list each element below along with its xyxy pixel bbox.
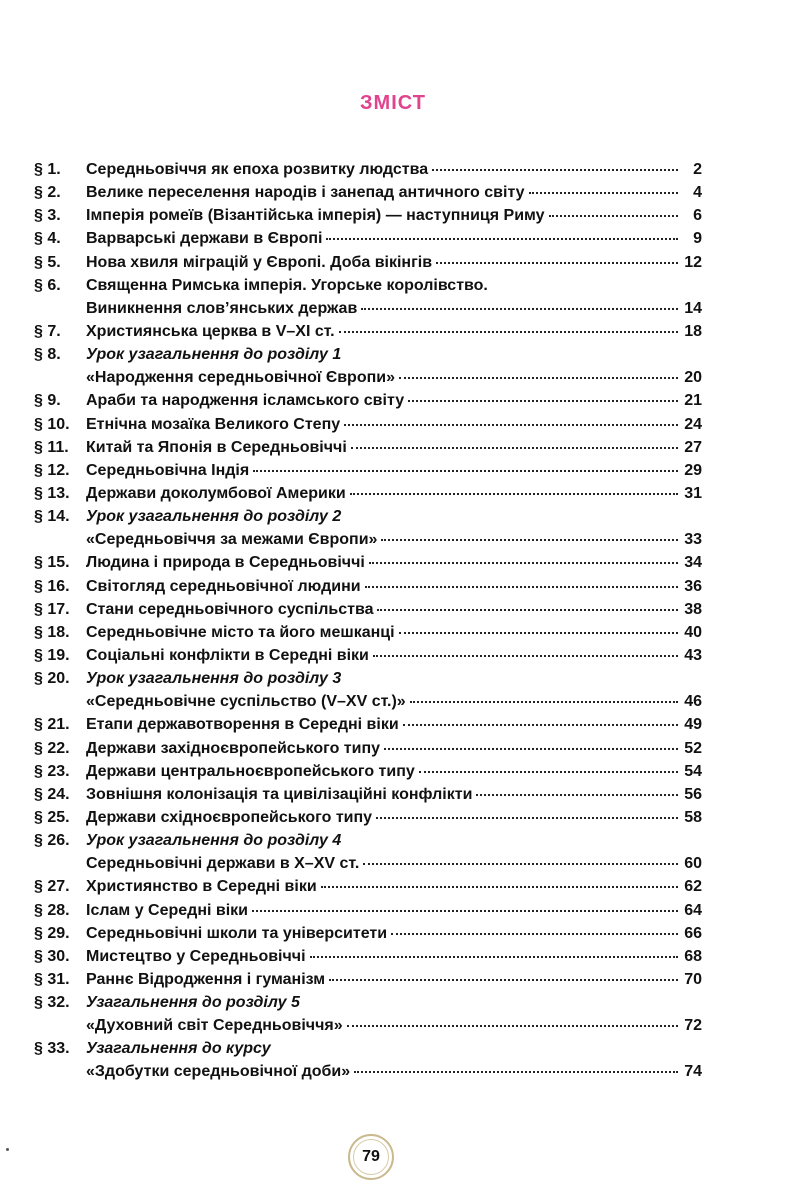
section-page: 18	[684, 322, 702, 340]
section-title: Стани середньовічного суспільства	[86, 600, 374, 618]
toc-row	[34, 158, 702, 181]
toc-row	[34, 806, 702, 829]
section-page: 43	[684, 646, 702, 664]
dot-leader	[350, 493, 678, 495]
section-page: 21	[684, 392, 702, 410]
toc-row	[34, 482, 702, 505]
toc-row	[34, 1060, 702, 1083]
section-page: 6	[693, 207, 702, 225]
toc-line	[86, 1037, 702, 1060]
section-title: Урок узагальнення до розділу 1	[86, 346, 342, 364]
section-number: § 32.	[34, 994, 70, 1012]
toc-line	[86, 505, 702, 528]
section-page: 49	[684, 716, 702, 734]
section-title: Етапи державотворення в Середні віки	[86, 716, 399, 734]
section-page: 14	[684, 299, 702, 317]
toc-row	[34, 760, 702, 783]
section-number: § 20.	[34, 670, 70, 688]
toc-line	[86, 551, 702, 574]
section-number: § 19.	[34, 646, 70, 664]
toc-line	[86, 968, 702, 991]
section-title: Урок узагальнення до розділу 4	[86, 832, 342, 850]
dot-leader	[252, 910, 678, 912]
dot-leader	[549, 215, 678, 217]
dot-leader	[351, 447, 678, 449]
section-page: 12	[684, 253, 702, 271]
section-title: Середньовіччя як епоха розвитку людства	[86, 161, 429, 178]
section-page: 70	[684, 970, 702, 988]
section-title: Зовнішня колонізація та цивілізаційні конфлікти	[86, 785, 473, 803]
section-title: Священна Римська імперія. Угорське королівство.	[86, 276, 488, 294]
toc-row	[34, 251, 702, 274]
section-page: 34	[684, 554, 702, 572]
toc-row	[34, 274, 702, 297]
toc-row	[34, 968, 702, 991]
toc-line	[86, 204, 702, 227]
section-title: Виникнення слов’янських держав	[86, 299, 358, 317]
dot-leader	[410, 701, 678, 703]
toc-row	[34, 366, 702, 389]
section-title: Держави східноєвропейського типу	[86, 808, 373, 826]
section-title: Іслам у Середні віки	[86, 901, 248, 919]
dot-leader	[361, 308, 678, 310]
section-page: 40	[684, 623, 702, 641]
toc-line	[86, 899, 702, 922]
section-page: 52	[684, 739, 702, 757]
toc-line	[86, 297, 702, 320]
toc-line	[86, 366, 702, 389]
toc-line	[86, 644, 702, 667]
toc-line	[86, 760, 702, 783]
toc-row	[34, 413, 702, 436]
section-page: 31	[684, 484, 702, 502]
toc-line	[86, 181, 702, 204]
toc-line	[86, 227, 702, 250]
section-title: Соціальні конфлікти в Середні віки	[86, 646, 369, 664]
section-title: Держави доколумбової Америки	[86, 484, 346, 502]
section-number: § 18.	[34, 623, 70, 641]
section-page: 60	[684, 855, 702, 873]
dot-leader	[369, 562, 678, 564]
section-number: § 27.	[34, 878, 70, 896]
dot-leader	[363, 863, 678, 865]
toc-row	[34, 1037, 702, 1060]
toc-line	[86, 320, 702, 343]
dot-leader	[365, 586, 678, 588]
toc-row	[34, 598, 702, 621]
toc-row	[34, 320, 702, 343]
toc-row	[34, 899, 702, 922]
section-title: «Середньовічне суспільство (V–XV ст.)»	[86, 693, 406, 711]
toc-line	[86, 436, 702, 459]
section-number: § 5.	[34, 253, 61, 271]
section-title: Середньовічна Індія	[86, 461, 250, 479]
section-page: 46	[684, 693, 702, 711]
section-page: 9	[693, 230, 702, 248]
section-title: Імперія ромеїв (Візантійська імперія) — наступниця Риму	[86, 207, 545, 225]
section-title: Урок узагальнення до розділу 3	[86, 670, 342, 688]
dot-leader	[403, 724, 678, 726]
section-title: Велике переселення народів і занепад античного світу	[86, 184, 525, 202]
section-page: 2	[693, 161, 702, 178]
dot-leader	[354, 1071, 678, 1073]
toc-row	[34, 1014, 702, 1037]
section-number: § 16.	[34, 577, 70, 595]
section-number: § 4.	[34, 230, 61, 248]
dot-leader	[381, 539, 678, 541]
dot-leader	[408, 400, 678, 402]
section-page: 62	[684, 878, 702, 896]
toc-line	[86, 482, 702, 505]
toc-row	[34, 436, 702, 459]
section-title: Людина і природа в Середньовіччі	[86, 554, 365, 572]
dot-leader	[436, 262, 678, 264]
section-number: § 13.	[34, 484, 70, 502]
toc-line	[86, 1014, 702, 1037]
toc-row	[34, 922, 702, 945]
section-title: «Народження середньовічної Європи»	[86, 369, 395, 387]
section-page: 27	[684, 438, 702, 456]
toc-line	[86, 875, 702, 898]
page-number-badge	[348, 1134, 394, 1180]
section-number: § 6.	[34, 276, 61, 294]
section-number: § 30.	[34, 947, 70, 965]
section-number: § 3.	[34, 207, 61, 225]
section-title: Християнська церква в V–XI ст.	[86, 322, 335, 340]
section-number: § 10.	[34, 415, 70, 433]
toc-line	[86, 945, 702, 968]
dot-leader	[376, 817, 678, 819]
section-title: Нова хвиля міграцій у Європі. Доба вікінгів	[86, 253, 433, 271]
dot-leader	[373, 655, 678, 657]
toc-row	[34, 505, 702, 528]
toc-row	[34, 227, 702, 250]
section-title: Узагальнення до розділу 5	[86, 994, 300, 1012]
toc-row	[34, 297, 702, 320]
toc-row	[34, 621, 702, 644]
dot-leader	[384, 748, 678, 750]
toc-line	[86, 459, 702, 482]
toc-row	[34, 713, 702, 736]
toc-line	[86, 690, 702, 713]
section-page: 72	[684, 1017, 702, 1035]
page-number: 79	[362, 1148, 380, 1165]
toc-row	[34, 667, 702, 690]
section-title: Узагальнення до курсу	[86, 1040, 271, 1058]
toc-line	[86, 274, 702, 297]
section-number: § 8.	[34, 346, 61, 364]
toc-line	[86, 158, 702, 181]
toc-line	[86, 528, 702, 551]
toc-line	[86, 991, 702, 1014]
section-page: 4	[693, 184, 702, 202]
section-page: 33	[684, 531, 702, 549]
toc-line	[86, 922, 702, 945]
section-title: Урок узагальнення до розділу 2	[86, 508, 342, 526]
toc-line	[86, 713, 702, 736]
section-number: § 2.	[34, 184, 61, 202]
page-title: ЗМІСТ	[360, 92, 426, 114]
section-title: Мистецтво у Середньовіччі	[86, 947, 306, 965]
toc-row	[34, 644, 702, 667]
section-title: «Здобутки середньовічної доби»	[86, 1063, 351, 1081]
section-title: Середньовічні школи та університети	[86, 924, 388, 942]
dot-leader	[399, 377, 678, 379]
section-title: Раннє Відродження і гуманізм	[86, 970, 326, 988]
section-number: § 11.	[34, 438, 69, 456]
toc-row	[34, 389, 702, 412]
section-title: Етнічна мозаїка Великого Степу	[86, 415, 341, 433]
section-page: 29	[684, 461, 702, 479]
toc-line	[86, 829, 702, 852]
dot-leader	[326, 238, 678, 240]
section-number: § 29.	[34, 924, 70, 942]
toc-row	[34, 459, 702, 482]
section-number: § 33.	[34, 1040, 70, 1058]
toc-line	[86, 783, 702, 806]
toc-line	[86, 806, 702, 829]
dot-leader	[329, 979, 678, 981]
toc-line	[86, 575, 702, 598]
section-number: § 7.	[34, 322, 61, 340]
toc-row	[34, 181, 702, 204]
section-page: 38	[684, 600, 702, 618]
toc-row	[34, 875, 702, 898]
section-number: § 1.	[34, 161, 61, 178]
section-number: § 25.	[34, 808, 70, 826]
toc-row	[34, 551, 702, 574]
section-number: § 22.	[34, 739, 70, 757]
section-page: 54	[684, 762, 702, 780]
section-number: § 17.	[34, 600, 70, 618]
toc-row	[34, 852, 702, 875]
section-page: 74	[684, 1063, 702, 1081]
section-number: § 28.	[34, 901, 70, 919]
section-page: 24	[684, 415, 702, 433]
section-number: § 23.	[34, 762, 70, 780]
table-of-contents	[34, 158, 702, 1084]
dot-leader	[347, 1025, 678, 1027]
toc-row	[34, 829, 702, 852]
section-number: § 24.	[34, 785, 70, 803]
section-title: Християнство в Середні віки	[86, 878, 317, 896]
toc-row	[34, 204, 702, 227]
toc-row	[34, 343, 702, 366]
section-number: § 26.	[34, 832, 70, 850]
toc-row	[34, 991, 702, 1014]
dot-leader	[399, 632, 678, 634]
scan-speck	[6, 1148, 9, 1151]
section-title: Держави центральноєвропейського типу	[86, 762, 415, 780]
toc-row	[34, 783, 702, 806]
dot-leader	[391, 933, 678, 935]
toc-row	[34, 690, 702, 713]
section-page: 20	[684, 369, 702, 387]
toc-line	[86, 667, 702, 690]
section-number: § 12.	[34, 461, 70, 479]
toc-line	[86, 737, 702, 760]
toc-line	[86, 251, 702, 274]
toc-row	[34, 737, 702, 760]
toc-line	[86, 343, 702, 366]
section-title: Китай та Японія в Середньовіччі	[86, 438, 347, 456]
section-title: Араби та народження ісламського світу	[86, 392, 405, 410]
section-title: «Середньовіччя за межами Європи»	[86, 531, 378, 549]
section-title: Середньовічні держави в X–XV ст.	[86, 855, 360, 873]
toc-line	[86, 621, 702, 644]
toc-line	[86, 852, 702, 875]
dot-leader	[344, 424, 678, 426]
section-page: 36	[684, 577, 702, 595]
dot-leader	[529, 192, 678, 194]
dot-leader	[339, 331, 678, 333]
toc-line	[86, 598, 702, 621]
section-page: 68	[684, 947, 702, 965]
dot-leader	[253, 470, 678, 472]
section-page: 64	[684, 901, 702, 919]
dot-leader	[476, 794, 678, 796]
section-page: 56	[684, 785, 702, 803]
section-page: 66	[684, 924, 702, 942]
toc-row	[34, 528, 702, 551]
section-number: § 21.	[34, 716, 70, 734]
toc-row	[34, 945, 702, 968]
section-title: Середньовічне місто та його мешканці	[86, 623, 395, 641]
toc-line	[86, 389, 702, 412]
section-title: «Духовний світ Середньовіччя»	[86, 1017, 343, 1035]
toc-row	[34, 575, 702, 598]
section-title: Варварські держави в Європі	[86, 230, 323, 248]
section-number: § 31.	[34, 970, 70, 988]
dot-leader	[432, 169, 678, 171]
section-number: § 9.	[34, 392, 61, 410]
section-title: Держави західноєвропейського типу	[86, 739, 381, 757]
section-title: Світогляд середньовічної людини	[86, 577, 361, 595]
dot-leader	[321, 886, 678, 888]
dot-leader	[419, 771, 678, 773]
section-number: § 14.	[34, 508, 70, 526]
toc-line	[86, 1060, 702, 1083]
section-number: § 15.	[34, 554, 70, 572]
toc-line	[86, 413, 702, 436]
section-page: 58	[684, 808, 702, 826]
dot-leader	[377, 609, 678, 611]
dot-leader	[310, 956, 678, 958]
